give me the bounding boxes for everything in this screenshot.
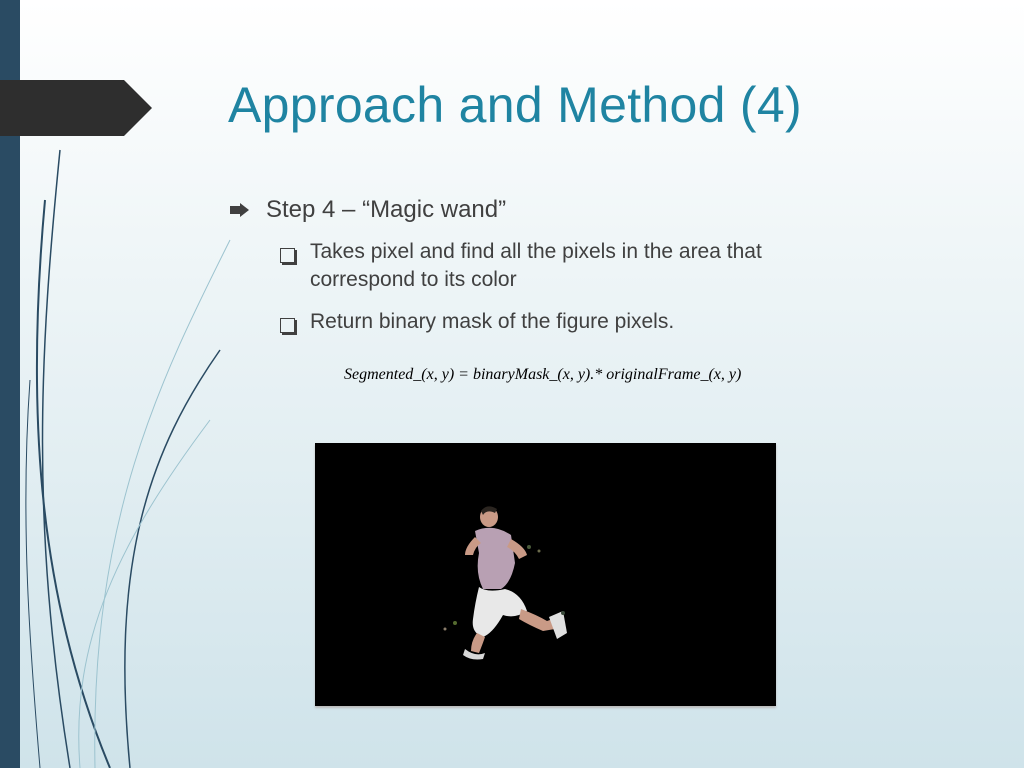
slide-title: Approach and Method (4) (228, 77, 802, 133)
title-arrow-shape (0, 80, 152, 136)
checkbox-bullet-icon (280, 248, 295, 263)
sub-bullet-1 (280, 238, 850, 294)
checkbox-bullet-icon (280, 318, 295, 333)
arrow-bullet-icon (230, 196, 266, 224)
sub-bullet-2 (280, 308, 850, 341)
bullet-step (230, 196, 506, 224)
running-person-icon (315, 443, 776, 706)
segmented-frame-image (315, 443, 776, 706)
sub-bullet-1-text: Takes pixel and find all the pixels in the area that correspond to its color (310, 240, 762, 291)
equation: Segmented_(x, y) = binaryMask_(x, y).* originalFrame_(x, y) (344, 366, 742, 383)
sub-bullet-2-text: Return binary mask of the figure pixels. (310, 310, 675, 333)
bullet-step-text: Step 4 – “Magic wand” (266, 196, 507, 223)
